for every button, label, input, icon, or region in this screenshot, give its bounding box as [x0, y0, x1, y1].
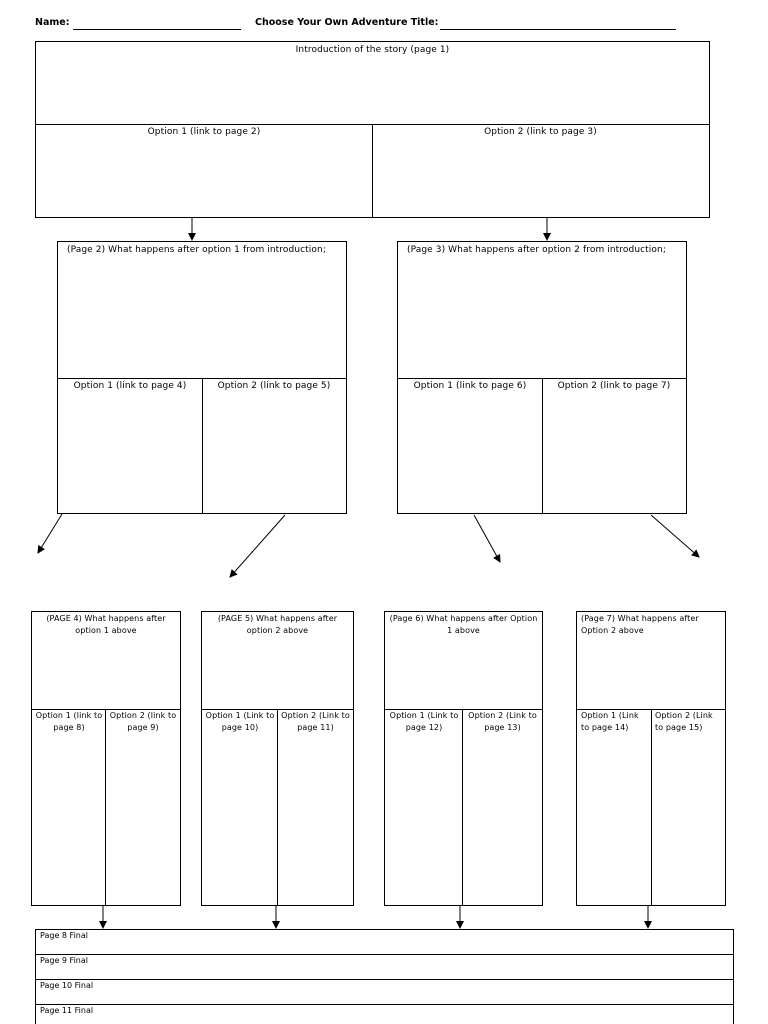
page-3-option-2: Option 2 (link to page 7): [557, 381, 671, 391]
intro-option-1: Option 1 (link to page 2): [147, 127, 261, 137]
page-2-option-2: Option 2 (link to page 5): [217, 381, 331, 391]
page-5-label: (PAGE 5) What happens after option 2 above: [217, 614, 338, 635]
page-4-option-2: Option 2 (link to page 9): [109, 711, 177, 732]
intro-label: Introduction of the story (page 1): [295, 45, 450, 55]
final-label: Page 10 Final: [40, 981, 94, 990]
page-6-option-1: Option 1 (Link to page 12): [389, 711, 459, 732]
page-3-label: (Page 3) What happens after option 2 from introduction;: [407, 245, 666, 255]
page-5-option-2: Option 2 (Link to page 11): [281, 711, 350, 732]
page-3-option-1: Option 1 (link to page 6): [413, 381, 527, 391]
page-2-option-1: Option 1 (link to page 4): [73, 381, 187, 391]
final-label: Page 11 Final: [40, 1006, 94, 1015]
arrow-page-2-to-page-4: [38, 514, 62, 553]
name-label: Name:: [35, 17, 70, 28]
page-4-option-1: Option 1 (link to page 8): [35, 711, 103, 732]
page-6-label: (Page 6) What happens after Option 1 above: [389, 614, 538, 635]
page-2-label: (Page 2) What happens after option 1 from introduction;: [67, 245, 326, 255]
arrow-page-2-to-page-5: [230, 515, 285, 577]
arrow-page-3-to-page-6: [474, 515, 500, 562]
page-7-option-1: Option 1 (Link to page 14): [581, 711, 639, 732]
page-4-label: (PAGE 4) What happens after option 1 above: [46, 614, 166, 635]
page-5-option-1: Option 1 (Link to page 10): [205, 711, 275, 732]
page-7-label: (Page 7) What happens after Option 2 above: [581, 614, 699, 635]
arrow-page-3-to-page-7: [651, 515, 699, 557]
final-label: Page 9 Final: [40, 956, 88, 965]
final-label: Page 8 Final: [40, 931, 88, 940]
page-6-option-2: Option 2 (Link to page 13): [468, 711, 537, 732]
page-7-option-2: Option 2 (Link to page 15): [655, 711, 713, 732]
title-label: Choose Your Own Adventure Title:: [255, 17, 439, 28]
intro-option-2: Option 2 (link to page 3): [484, 127, 597, 137]
